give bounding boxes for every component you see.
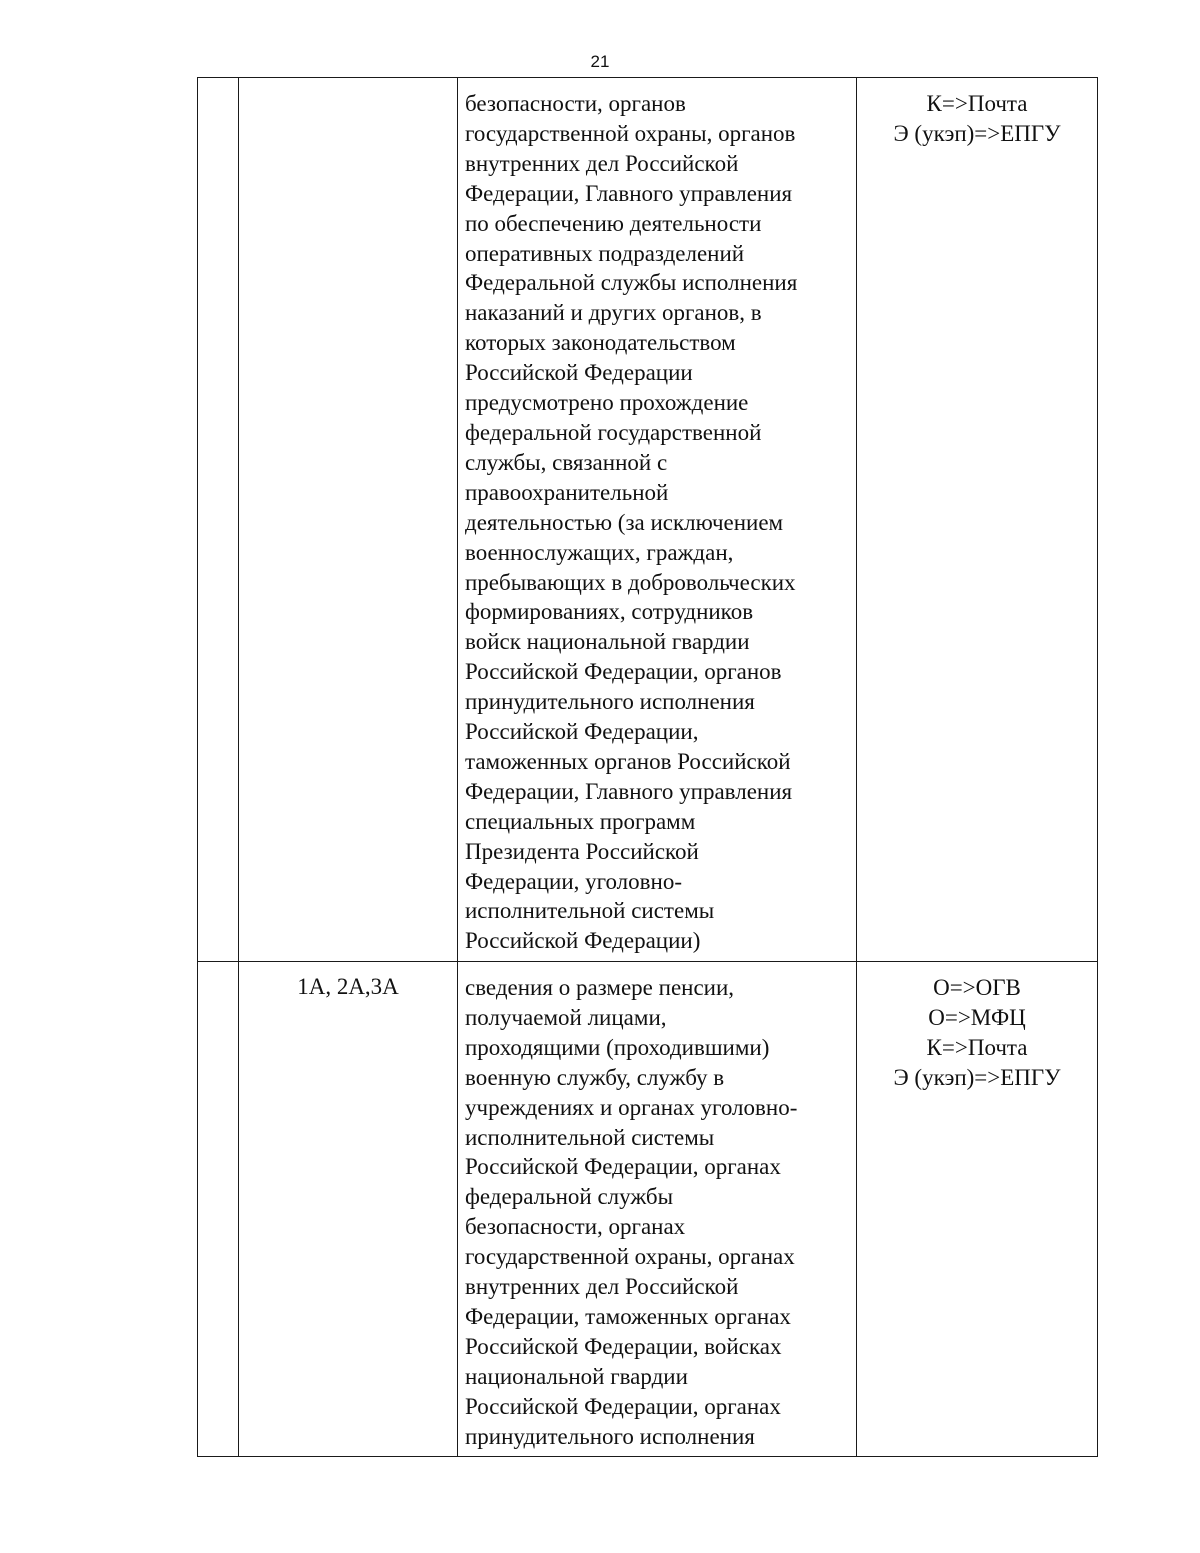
description-line: исполнительной системы	[465, 898, 715, 924]
methods-text	[857, 962, 1097, 1093]
description-line: принудительного исполнения	[465, 1423, 755, 1449]
description-line: таможенных органов Российской	[465, 748, 791, 774]
description-line: проходящими (проходившими)	[465, 1034, 770, 1060]
description-line: Федерации, таможенных органах	[465, 1303, 791, 1329]
description-line: внутренних дел Российской	[465, 1274, 739, 1300]
description-line: войск национальной гвардии	[465, 629, 750, 655]
description-line: государственной охраны, органах	[465, 1244, 795, 1270]
description-line: специальных программ	[465, 808, 696, 834]
description-line: Президента Российской	[465, 838, 699, 864]
method-line: О=>МФЦ	[928, 1004, 1026, 1030]
methods-text	[857, 78, 1097, 149]
methods-cell	[857, 78, 1098, 962]
description-line: получаемой лицами,	[465, 1004, 667, 1030]
description-line: федеральной государственной	[465, 419, 762, 445]
description-line: Российской Федерации, органах	[465, 1154, 781, 1180]
description-line: по обеспечению деятельности	[465, 210, 762, 236]
page-number: 21	[590, 52, 610, 71]
description-line: внутренних дел Российской	[465, 150, 739, 176]
description-line: деятельностью (за исключением	[465, 509, 784, 535]
description-line: Российской Федерации,	[465, 719, 699, 745]
description-line: военную службу, службу в	[465, 1064, 725, 1090]
description-line: Российской Федерации, войсках	[465, 1333, 782, 1359]
document-table	[197, 77, 1098, 1457]
description-line: оперативных подразделений	[465, 240, 745, 266]
description-text	[465, 78, 852, 956]
methods-cell	[857, 962, 1098, 1457]
description-line: военнослужащих, граждан,	[465, 539, 734, 565]
table-body	[198, 78, 1098, 1457]
description-line: наказаний и других органов, в	[465, 300, 762, 326]
description-line: службы, связанной с	[465, 449, 668, 475]
description-line: предусмотрено прохождение	[465, 390, 749, 416]
description-line: формированиях, сотрудников	[465, 599, 754, 625]
code-cell	[239, 962, 458, 1457]
description-line: государственной охраны, органов	[465, 120, 796, 146]
description-line: которых законодательством	[465, 330, 736, 356]
row-number	[198, 962, 238, 973]
description-line: безопасности, органах	[465, 1214, 686, 1240]
description-line: Федерации, Главного управления	[465, 778, 793, 804]
code-cell	[239, 78, 458, 962]
description-cell	[458, 962, 857, 1457]
description-line: принудительного исполнения	[465, 689, 755, 715]
method-line: О=>ОГВ	[933, 975, 1021, 1000]
description-line: безопасности, органов	[465, 91, 686, 116]
description-line: Российской Федерации, органов	[465, 659, 782, 685]
row-code	[239, 78, 457, 88]
description-text	[465, 962, 852, 1452]
description-cell	[458, 78, 857, 962]
method-line: Э (укэп)=>ЕПГУ	[893, 120, 1061, 146]
description-line: Российской Федерации)	[465, 928, 701, 954]
description-line: Российской Федерации	[465, 360, 693, 386]
row-code: 1А, 2А,3А	[297, 974, 399, 999]
description-line: правоохранительной	[465, 479, 669, 505]
description-line: федеральной службы	[465, 1184, 674, 1210]
method-line: К=>Почта	[926, 1034, 1028, 1060]
row-number	[198, 78, 238, 89]
row-number-cell	[198, 78, 239, 962]
description-line: Российской Федерации, органах	[465, 1393, 781, 1419]
description-line: учреждениях и органах уголовно-	[465, 1094, 798, 1120]
description-line: национальной гвардии	[465, 1363, 688, 1389]
table-row	[198, 78, 1098, 962]
description-line: Федерации, Главного управления	[465, 180, 793, 206]
method-line: Э (укэп)=>ЕПГУ	[893, 1064, 1061, 1090]
table-row	[198, 962, 1098, 1457]
description-line: пребывающих в добровольческих	[465, 569, 796, 595]
description-line: Федеральной службы исполнения	[465, 270, 798, 296]
description-line: исполнительной системы	[465, 1124, 715, 1150]
description-line: Федерации, уголовно-	[465, 868, 682, 894]
description-line: сведения о размере пенсии,	[465, 975, 735, 1000]
method-line: К=>Почта	[926, 91, 1028, 116]
row-number-cell	[198, 962, 239, 1457]
